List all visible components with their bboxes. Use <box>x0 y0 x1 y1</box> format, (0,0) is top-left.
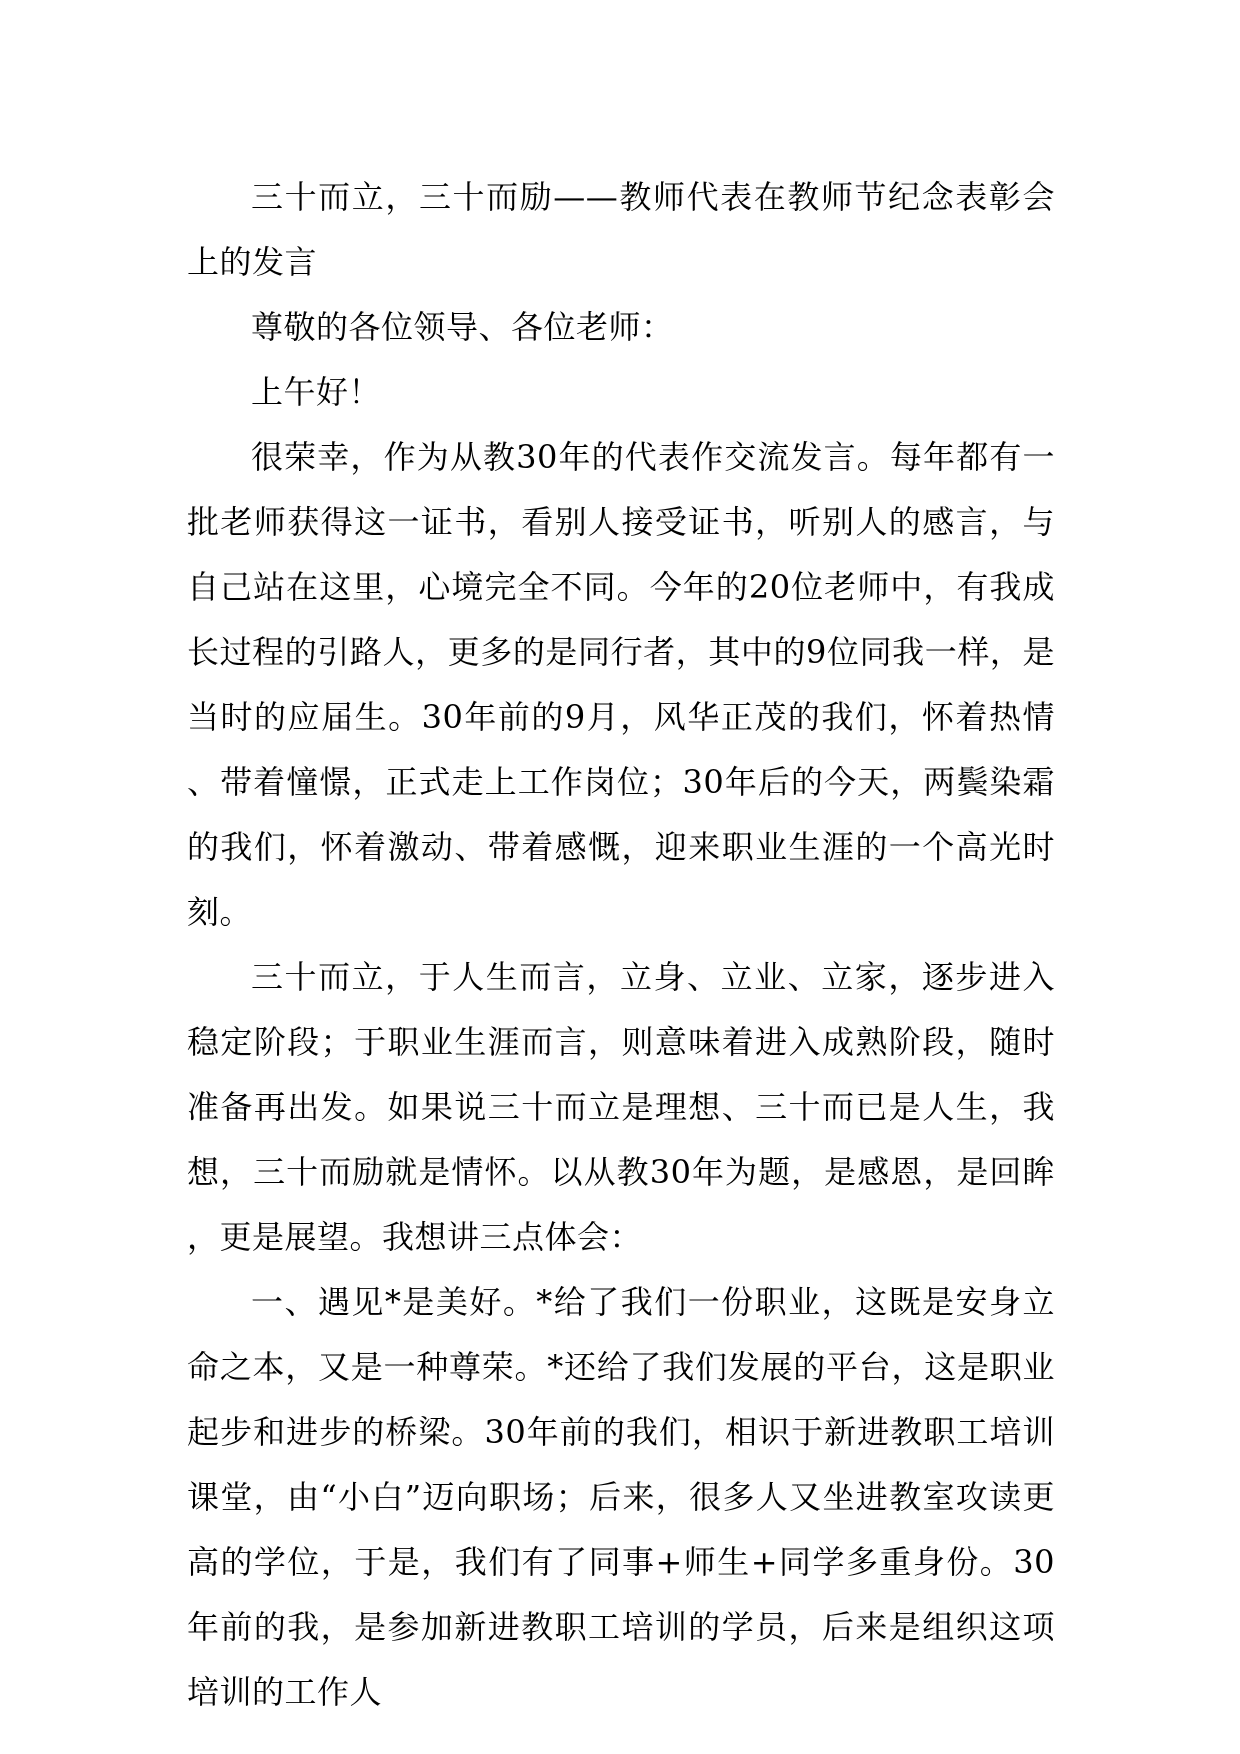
document-title: 三十而立，三十而励——教师代表在教师节纪念表彰会上的发言 <box>187 178 1055 281</box>
paragraph-1: 很荣幸，作为从教30年的代表作交流发言。每年都有一批老师获得这一证书，看别人接受证书，听别人的感言，与自己站在这里，心境完全不同。今年的20位老师中，有我成长过程的引路人，更多的是同行者，其中的9位同我一样，是当时的应届生。30年前的9月，风华正茂的我们，怀着热情、带着憧憬，正式走上工作岗位；30年后的今天，两鬓染霜的我们，怀着激动、带着感慨，迎来职业生涯的一个高光时刻。 <box>187 438 1055 931</box>
paragraph-3: 一、遇见*是美好。*给了我们一份职业，这既是安身立命之本，又是一种尊荣。*还给了我们发展的平台，这是职业起步和进步的桥梁。30年前的我们，相识于新进教职工培训课堂，由“小白”迈向职场；后来，很多人又坐进教室攻读更高的学位，于是，我们有了同事+师生+同学多重身份。30年前的我，是参加新进教职工培训的学员，后来是组织这项培训的工作人 <box>187 1283 1055 1711</box>
paragraph-2: 三十而立，于人生而言，立身、立业、立家，逐步进入稳定阶段；于职业生涯而言，则意味着进入成熟阶段，随时准备再出发。如果说三十而立是理想、三十而已是人生，我想，三十而励就是情怀。以从教30年为题，是感恩，是回眸，更是展望。我想讲三点体会： <box>187 958 1055 1256</box>
document-body <box>187 165 1055 1725</box>
salutation: 尊敬的各位领导、各位老师： <box>251 308 674 346</box>
greeting: 上午好！ <box>251 373 382 411</box>
